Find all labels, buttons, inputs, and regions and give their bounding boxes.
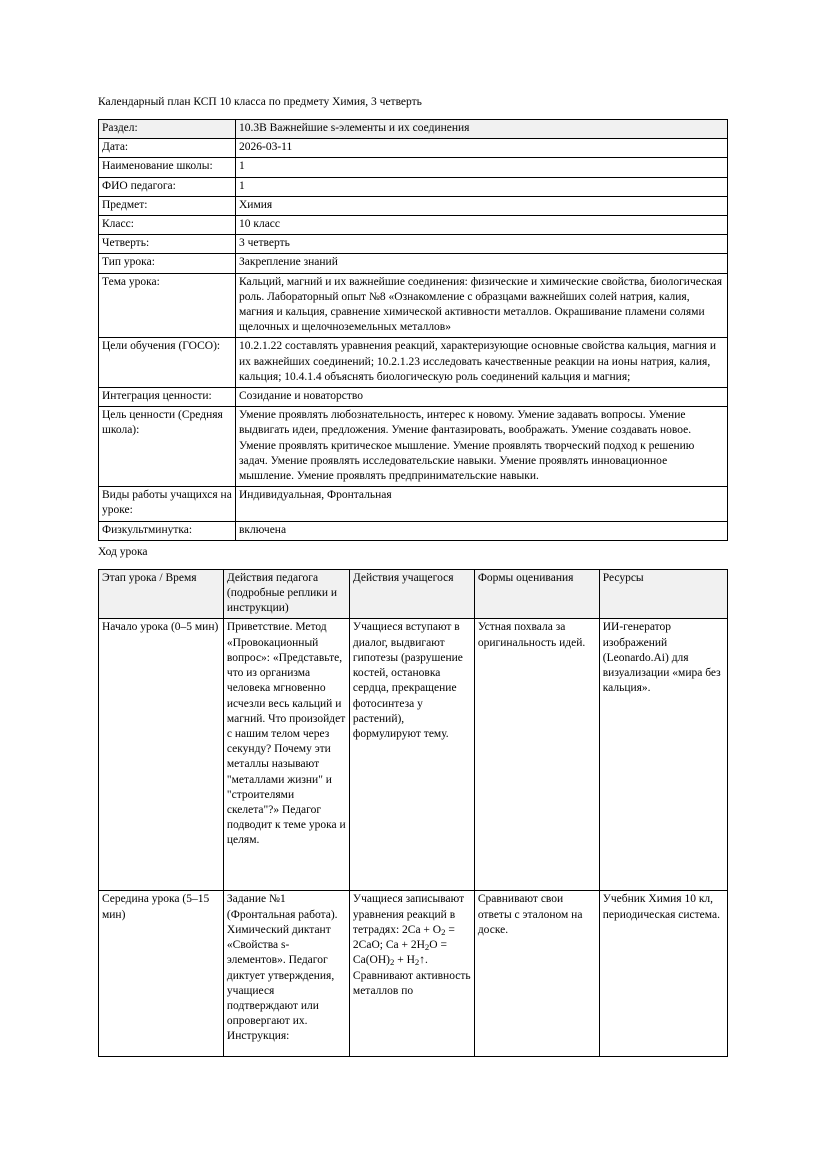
page-title: Календарный план КСП 10 класса по предмету Химия, 3 четверть (98, 96, 422, 108)
metadata-value: Созидание и новаторство (236, 388, 728, 407)
column-header: Этап урока / Время (99, 569, 224, 619)
column-header: Формы оценивания (474, 569, 599, 619)
lesson-metadata-table (98, 119, 728, 541)
assessment-cell: Сравнивают свои ответы с эталоном на доске. (474, 891, 599, 1057)
metadata-label: Цель ценности (Средняя школа): (99, 407, 236, 487)
table-row (99, 139, 728, 158)
assessment-cell: Устная похвала за оригинальность идей. (474, 619, 599, 891)
document-page (98, 95, 728, 1057)
table-row (99, 158, 728, 177)
table-row (99, 273, 728, 338)
column-header: Действия учащегося (349, 569, 474, 619)
lesson-flow-heading: Ход урока (98, 545, 148, 558)
metadata-value: Химия (236, 196, 728, 215)
page-bottom-cutoff (0, 1063, 827, 1170)
metadata-label: Четверть: (99, 235, 236, 254)
metadata-label: Класс: (99, 216, 236, 235)
lesson-metadata-body (99, 120, 728, 541)
table-row (99, 891, 728, 1057)
metadata-value: Закрепление знаний (236, 254, 728, 273)
metadata-label: ФИО педагога: (99, 177, 236, 196)
resources-cell: ИИ-генератор изображений (Leonardo.Ai) для визуализации «мира без кальция». (599, 619, 727, 891)
student-actions-cell: Учащиеся записывают уравнения реакций в тетрадях: $2Ca + O_2 = 2CaO$; $Ca + 2H_2O = Ca(OH)_2$ + $H_2↑$. Сравнивают активность металлов по (349, 891, 474, 1057)
lesson-flow-header (99, 569, 728, 619)
teacher-actions-cell: Приветствие. Метод «Провокационный вопрос»: «Представьте, что из организма человека мгновенно исчезли весь кальций и магний. Что произойдет с нашим телом через секунду? Почему эти металлы называют "металлами жизни" и "строителями скелета"?» Педагог подводит к теме урока и целям. (223, 619, 349, 891)
table-row (99, 338, 728, 388)
metadata-value: Индивидуальная, Фронтальная (236, 487, 728, 521)
metadata-value: 1 (236, 177, 728, 196)
metadata-label: Раздел: (99, 120, 236, 139)
resources-cell: Учебник Химия 10 кл, периодическая система. (599, 891, 727, 1057)
column-header: Действия педагога (подробные реплики и инструкции) (223, 569, 349, 619)
table-row (99, 388, 728, 407)
metadata-value: Умение проявлять любознательность, интерес к новому. Умение задавать вопросы. Умение выдвигать идеи, предложения. Умение фантазировать, воображать. Умение создавать новое. Умение проявлять критическое мышление. Умение проявлять творческий подход к решению задач. Умение проявлять исследовательские навыки. Умение проявлять инновационное мышление. Умение проявлять предпринимательские навыки. (236, 407, 728, 487)
stage-cell: Середина урока (5–15 мин) (99, 891, 224, 1057)
lesson-flow-body (99, 619, 728, 1057)
metadata-value: 2026-03-11 (236, 139, 728, 158)
metadata-value: 1 (236, 158, 728, 177)
metadata-label: Виды работы учащихся на уроке: (99, 487, 236, 521)
table-row (99, 619, 728, 891)
metadata-label: Наименование школы: (99, 158, 236, 177)
metadata-value: 10 класс (236, 216, 728, 235)
metadata-label: Физкультминутка: (99, 521, 236, 540)
metadata-value: 10.3В Важнейшие s-элементы и их соединения (236, 120, 728, 139)
metadata-value: Кальций, магний и их важнейшие соединения: физические и химические свойства, биологическая роль. Лабораторный опыт №8 «Ознакомление с образцами важнейших солей натрия, калия, магния и кальция, сравнение химической активности металлов. Окрашивание пламени солями щелочных и щелочноземельных металлов» (236, 273, 728, 338)
stage-cell: Начало урока (0–5 мин) (99, 619, 224, 891)
table-row (99, 120, 728, 139)
table-row (99, 216, 728, 235)
metadata-label: Цели обучения (ГОСО): (99, 338, 236, 388)
metadata-value: 3 четверть (236, 235, 728, 254)
lesson-flow-table (98, 569, 728, 1058)
teacher-actions-cell: Задание №1 (Фронтальная работа). Химический диктант «Свойства s-элементов». Педагог диктует утверждения, учащиеся подтверждают или опровергают их. Инструкция: (223, 891, 349, 1057)
table-header-row (99, 569, 728, 619)
metadata-label: Интеграция ценности: (99, 388, 236, 407)
metadata-value: включена (236, 521, 728, 540)
column-header: Ресурсы (599, 569, 727, 619)
table-row (99, 196, 728, 215)
table-row (99, 521, 728, 540)
table-row (99, 177, 728, 196)
metadata-label: Дата: (99, 139, 236, 158)
metadata-label: Предмет: (99, 196, 236, 215)
metadata-value: 10.2.1.22 составлять уравнения реакций, характеризующие основные свойства кальция, магния и их важнейших соединений; 10.2.1.23 исследовать качественные реакции на ионы натрия, калия, кальция; 10.4.1.4 объяснять биологическую роль соединений кальция и магния; (236, 338, 728, 388)
table-row (99, 487, 728, 521)
student-actions-cell: Учащиеся вступают в диалог, выдвигают гипотезы (разрушение костей, остановка сердца, прекращение фотосинтеза у растений), формулируют тему. (349, 619, 474, 891)
table-row (99, 254, 728, 273)
table-row (99, 235, 728, 254)
metadata-label: Тема урока: (99, 273, 236, 338)
metadata-label: Тип урока: (99, 254, 236, 273)
table-row (99, 407, 728, 487)
